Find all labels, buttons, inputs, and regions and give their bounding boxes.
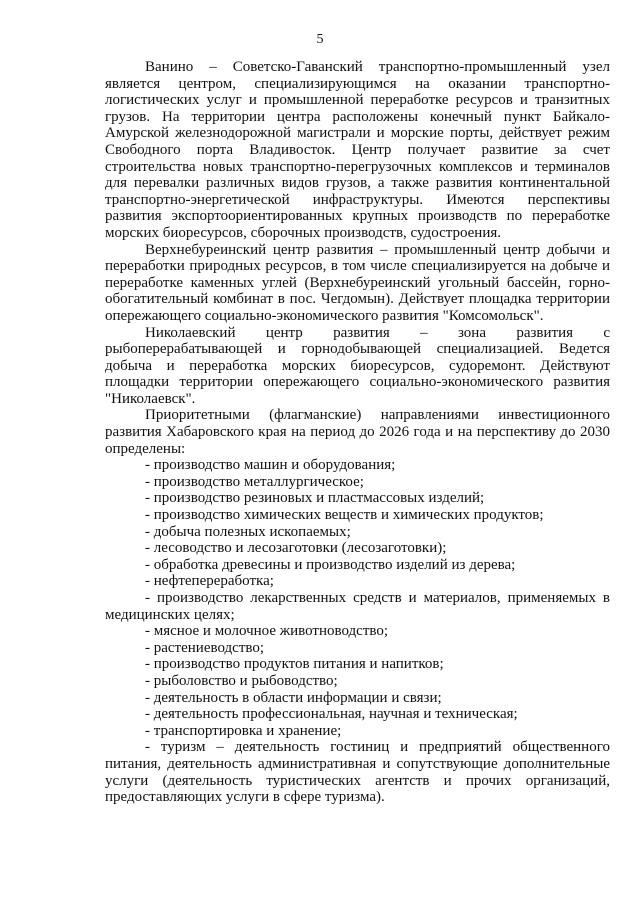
list-item: - производство продуктов питания и напитков; [145,656,444,673]
list-item: - рыболовство и рыбоводство; [145,672,338,689]
list-item: - растениеводство; [145,639,265,656]
list-item: - лесоводство и лесозаготовки (лесозаготовки); [145,540,447,557]
list-item: - производство лекарственных средств и материалов, применяемых в медицинских целях; [105,590,610,623]
list-item: - обработка древесины и производство изделий из дерева; [145,556,516,573]
list-item: - производство металлургическое; [145,473,364,490]
list-item: - нефтепереработка; [145,573,274,590]
list-item: - производство резиновых и пластмассовых изделий; [145,490,485,507]
document-body [105,59,610,806]
list-item: - мясное и молочное животноводство; [145,623,389,640]
paragraph-vanino-center: Ванино – Советско-Гаванский транспортно-промышленный узел является центром, специализирующимся на оказании транспортно-логистических услуг и промышленной переработке ресурсов и транзитных грузов. На территории центра расположены конечный пункт Байкало-Амурской железнодорожной магистрали и морские порты, действует режим Свободного порта Владивосток. Центр получает развитие за счет строительства новых транспортно-перегрузочных комплексов и терминалов для перевалки различных видов грузов, а также развития континентальной транспортно-энергетической инфраструктуры. Имеются перспективы развития экспортоориентированных крупных производств по переработке морских биоресурсов, сборочных производств, судостроения. [105,59,610,241]
list-item: - производство химических веществ и химических продуктов; [145,507,544,524]
paragraph-verkhnebureinsky-center: Верхнебуреинский центр развития – промышленный центр добычи и переработки природных ресурсов, в том числе специализируется на добыче и переработке каменных углей (Верхнебуреинский угольный бассейн, горно-обогатительный комбинат в пос. Чегдомын). Действует площадка территории опережающего социально-экономического развития "Комсомольск". [105,241,610,324]
list-item: - производство машин и оборудования; [145,457,396,474]
paragraph-priority-directions: Приоритетными (флагманские) направлениями инвестиционного развития Хабаровского края на период до 2026 года и на перспективу до 2030 определены: [105,407,610,457]
list-item: - добыча полезных ископаемых; [145,523,351,540]
list-item: - транспортировка и хранение; [145,722,342,739]
page-number: 5 [316,32,324,47]
list-item: - деятельность в области информации и связи; [145,689,442,706]
list-item: - деятельность профессиональная, научная и техническая; [145,706,518,723]
list-item: - туризм – деятельность гостиниц и предприятий общественного питания, деятельность административная и сопутствующие дополнительные услуги (деятельность туристических агентств и прочих организаций, предоставляющих услуги в сфере туризма). [105,739,610,806]
paragraph-nikolaevsky-center: Николаевский центр развития – зона развития с рыбоперерабатывающей и горнодобывающей специализацией. Ведется добыча и переработка морских биоресурсов, судоремонт. Действуют площадки территории опережающего социально-экономического развития "Николаевск". [105,324,610,407]
priority-list [105,457,610,805]
